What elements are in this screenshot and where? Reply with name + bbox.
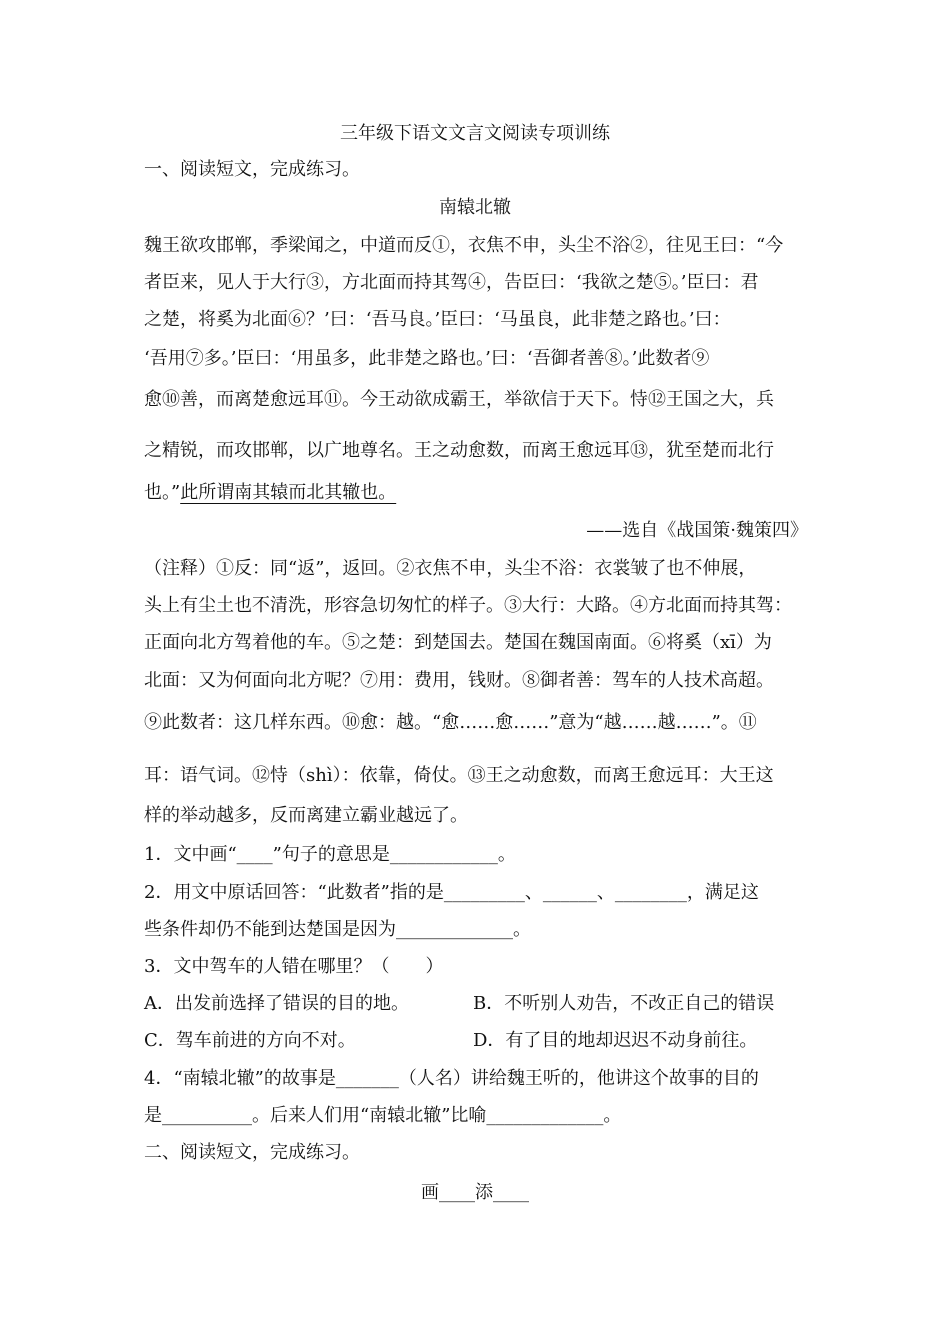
option-c: C．驾车前进的方向不对。 <box>144 1030 356 1051</box>
option-d: D．有了目的地却迟迟不动身前往。 <box>473 1030 758 1051</box>
question-4-line-1: 4．“南辕北辙”的故事是_______（人名）讲给魏王听的，他讲这个故事的目的 <box>144 1068 759 1089</box>
passage-line: 者臣来，见人于大行③，方北面而持其驾④，告臣曰：‘我欲之楚⑤。’臣曰：君 <box>144 272 759 293</box>
note-line: 耳：语气词。⑫恃（shì）：依靠，倚仗。⑬王之动愈数，而离王愈远耳：大王这 <box>144 765 774 786</box>
note-line: 正面向北方驾着他的车。⑤之楚：到楚国去。楚国在魏国南面。⑥将奚（xī）为 <box>144 632 772 653</box>
question-3-text: 3．文中驾车的人错在哪里？（ ） <box>144 956 444 977</box>
question-4-line-2: 是__________。后来人们用“南辕北辙”比喻_____________。 <box>144 1105 622 1126</box>
passage-line: 愈⑩善，而离楚愈远耳⑪。今王动欲成霸王，举欲信于天下。恃⑫王国之大，兵 <box>144 389 774 410</box>
section-2-heading: 二、阅读短文，完成练习。 <box>144 1142 360 1163</box>
passage-line: 之精锐，而攻邯郸，以广地尊名。王之动愈数，而离王愈远耳⑬，犹至楚而北行 <box>144 440 774 461</box>
passage-title: 南辕北辙 <box>439 197 511 218</box>
note-line: ⑨此数者：这几样东西。⑩愈：越。“愈……愈……”意为“越……越……”。⑪ <box>144 712 757 733</box>
document-title: 三年级下语文文言文阅读专项训练 <box>340 123 610 144</box>
question-1-text: 1．文中画“____”句子的意思是____________。 <box>144 844 516 865</box>
section-1-heading: 一、阅读短文，完成练习。 <box>144 159 360 180</box>
source-citation: ——选自《战国策·魏策四》 <box>586 520 808 541</box>
passage-last-prefix: 也。” <box>144 482 181 503</box>
note-line: 样的举动越多，反而离建立霸业越远了。 <box>144 805 468 826</box>
question-2-line-2: 些条件却仍不能到达楚国是因为_____________。 <box>144 919 531 940</box>
underlined-sentence: 此所谓南其辕而北其辙也。 <box>180 482 397 503</box>
passage-last-line <box>144 480 396 506</box>
section-2-title: 画____添____ <box>421 1182 529 1203</box>
note-line: 北面：又为何面向北方呢？⑦用：费用，钱财。⑧御者善：驾车的人技术高超。 <box>144 670 774 691</box>
passage-line: 之楚，将奚为北面⑥？’曰：‘吾马良。’臣曰：‘马虽良，此非楚之路也。’曰： <box>144 309 731 330</box>
option-a: A．出发前选择了错误的目的地。 <box>144 993 409 1014</box>
option-b: B．不听别人劝告，不改正自己的错误 <box>473 993 775 1014</box>
question-2-line-1: 2．用文中原话回答：“此数者”指的是_________、______、________，满足这 <box>144 882 759 903</box>
passage-line: ‘吾用⑦多。’臣曰：‘用虽多，此非楚之路也。’曰：‘吾御者善⑧。’此数者⑨ <box>144 348 710 369</box>
note-line: 头上有尘土也不清洗，形容急切匆忙的样子。③大行：大路。④方北面而持其驾： <box>144 595 792 616</box>
note-line: （注释）①反：同“返”，返回。②衣焦不申，头尘不浴：衣裳皱了也不伸展， <box>144 558 757 579</box>
passage-line: 魏王欲攻邯郸，季梁闻之，中道而反①，衣焦不申，头尘不浴②，往见王曰：“今 <box>144 235 784 256</box>
